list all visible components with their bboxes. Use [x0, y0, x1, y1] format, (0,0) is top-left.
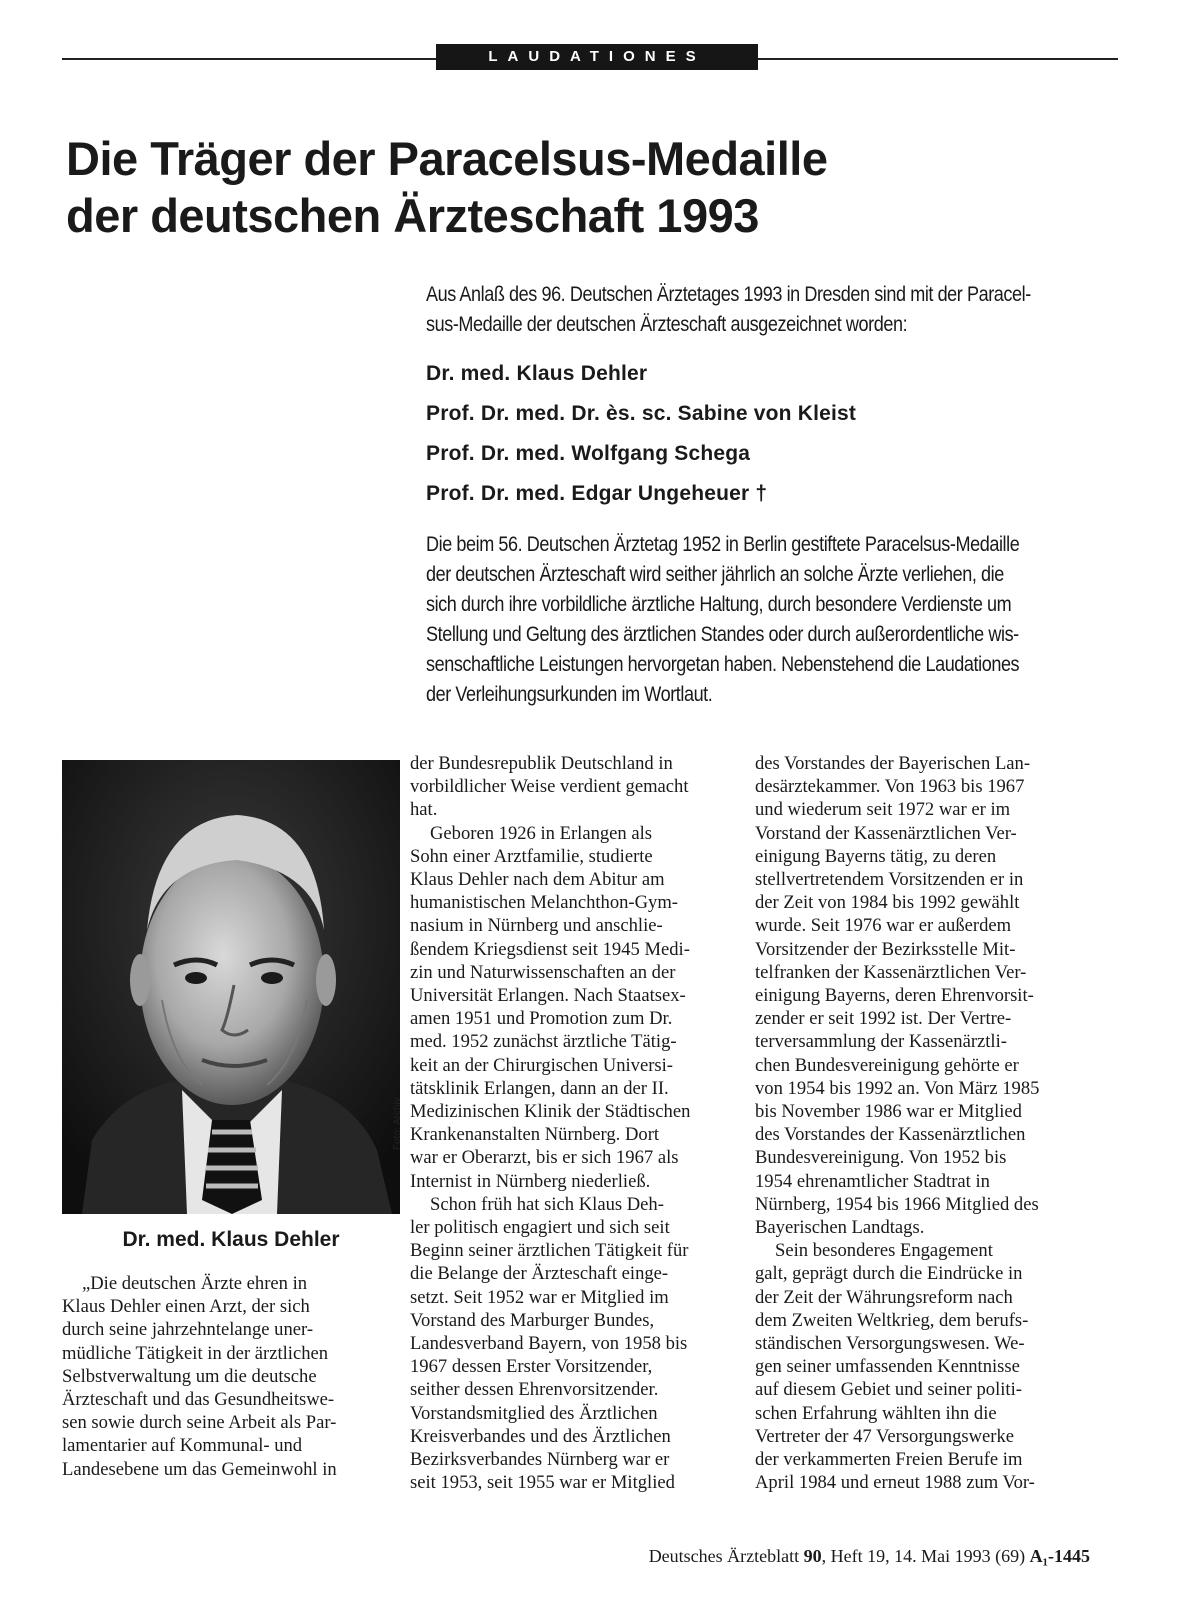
text-column-2: [410, 752, 740, 1495]
portrait-illustration: [62, 760, 400, 1214]
text-line: Sein besonderes Engagement: [775, 1240, 993, 1262]
text-line: amen 1951 und Promotion zum Dr.: [410, 1008, 673, 1030]
text-line: tätsklinik Erlangen, dann an der II.: [410, 1077, 669, 1099]
honoree-name: Prof. Dr. med. Wolfgang Schega: [426, 442, 751, 465]
text-line: Nürnberg, 1954 bis 1966 Mitglied des: [755, 1193, 1039, 1215]
text-line: einigung Bayerns, deren Ehrenvorsit-: [755, 985, 1034, 1007]
title-line-1: Die Träger der Paracelsus-Medaille: [66, 132, 828, 185]
text-line: dem Zweiten Weltkrieg, dem berufs-: [755, 1309, 1029, 1331]
lead-intro-line: Aus Anlaß des 96. Deutschen Ärztetages 1993 in Dresden sind mit der Paracel-: [426, 283, 1031, 306]
text-line: desärztekammer. Von 1963 bis 1967: [755, 776, 1025, 798]
text-line: die Belange der Ärzteschaft einge-: [410, 1263, 669, 1285]
lead-body-line: sich durch ihre vorbildliche ärztliche Haltung, durch besondere Verdienste um: [426, 593, 1012, 616]
lead-body: [426, 530, 1116, 710]
text-line: stellvertretendem Vorsitzenden er in: [755, 869, 1024, 891]
text-line: ler politisch engagiert und sich seit: [410, 1217, 670, 1239]
lead-body-line: Stellung und Geltung des ärztlichen Standes oder durch außerordentliche wis-: [426, 623, 1019, 646]
text-line: sen sowie durch seine Arbeit als Par-: [62, 1412, 337, 1434]
journal-name: Deutsches Ärzteblatt: [648, 1546, 800, 1566]
text-line: des Vorstandes der Bayerischen Lan-: [755, 753, 1031, 774]
lead-body-line: der Verleihungsurkunden im Wortlaut.: [426, 683, 713, 706]
text-line: April 1984 und erneut 1988 zum Vor-: [755, 1472, 1035, 1494]
text-line: Vorstand der Kassenärztlichen Ver-: [755, 822, 1017, 844]
text-line: med. 1952 zunächst ärztliche Tätig-: [410, 1031, 677, 1053]
text-line: vorbildlicher Weise verdient gemacht: [410, 776, 689, 798]
text-line: setzt. Seit 1952 war er Mitglied im: [410, 1286, 669, 1308]
text-line: Landesverband Bayern, von 1958 bis: [410, 1333, 688, 1355]
text-line: Klaus Dehler nach dem Abitur am: [410, 869, 665, 891]
text-line: Schon früh hat sich Klaus Deh-: [430, 1193, 664, 1215]
text-line: Ärzteschaft und das Gesundheitswe-: [62, 1389, 335, 1411]
text-line: Internist in Nürnberg niederließ.: [410, 1170, 651, 1192]
text-line: galt, geprägt durch die Eindrücke in: [755, 1263, 1023, 1285]
text-line: Medizinischen Klinik der Städtischen: [410, 1101, 691, 1123]
text-line: Klaus Dehler einen Arzt, der sich: [62, 1296, 310, 1318]
lead-body-line: der deutschen Ärzteschaft wird seither jährlich an solche Ärzte verliehen, die: [426, 563, 1004, 586]
text-line: müdliche Tätigkeit in der ärztlichen: [62, 1342, 329, 1364]
page-footer: [590, 1546, 1090, 1567]
text-line: wurde. Seit 1976 war er außerdem: [755, 915, 1012, 937]
text-line: Sohn einer Arztfamilie, studierte: [410, 845, 653, 867]
text-line: 1967 dessen Erster Vorsitzender,: [410, 1356, 653, 1378]
text-line: auf diesem Gebiet und seiner politi-: [755, 1379, 1022, 1401]
page-title: [66, 130, 1106, 244]
journal-volume: 90: [803, 1546, 822, 1566]
text-line: seit 1953, seit 1955 war er Mitglied: [410, 1472, 675, 1494]
text-line: der Zeit der Währungsreform nach: [755, 1286, 1013, 1308]
page-number: A₁-1445: [1029, 1546, 1090, 1566]
text-line: Landesebene um das Gemeinwohl in: [62, 1458, 337, 1480]
lead-body-line: senschaftliche Leistungen hervorgetan haben. Nebenstehend die Laudationes: [426, 653, 1020, 676]
text-line: humanistischen Melanchthon-Gym-: [410, 892, 679, 914]
text-line: gen seiner umfassenden Kenntnisse: [755, 1356, 1020, 1378]
lead-section: [426, 280, 1116, 710]
text-column-3: [755, 752, 1077, 1495]
honoree-name: Prof. Dr. med. Dr. ès. sc. Sabine von Kleist: [426, 402, 857, 425]
text-line: zin und Naturwissenschaften an der: [410, 961, 676, 983]
text-line: Vorstand des Marburger Bundes,: [410, 1309, 655, 1331]
text-line: terversammlung der Kassenärztli-: [755, 1031, 1007, 1053]
text-line: durch seine jahrzehntelange uner-: [62, 1319, 314, 1341]
section-label: LAUDATIONES: [436, 44, 758, 70]
text-line: „Die deutschen Ärzte ehren in: [82, 1273, 308, 1294]
text-line: ßendem Kriegsdienst seit 1945 Medi-: [410, 938, 690, 960]
text-line: telfranken der Kassenärztlichen Ver-: [755, 961, 1027, 983]
honoree-name: Prof. Dr. med. Edgar Ungeheuer †: [426, 482, 768, 505]
article-subheading: Dr. med. Klaus Dehler: [122, 1228, 340, 1251]
text-line: Bayerischen Landtags.: [755, 1217, 925, 1239]
text-line: bis November 1986 war er Mitglied: [755, 1101, 1022, 1123]
text-line: schen Erfahrung wählten ihn die: [755, 1402, 997, 1424]
portrait-photo: [62, 760, 400, 1214]
text-line: Universität Erlangen. Nach Staatsex-: [410, 985, 686, 1007]
text-line: hat.: [410, 799, 438, 821]
text-line: und wiederum seit 1972 war er im: [755, 799, 1011, 821]
text-line: Bezirksverbandes Nürnberg war er: [410, 1449, 670, 1471]
text-column-1: [62, 1272, 400, 1481]
text-line: chen Bundesvereinigung gehörte er: [755, 1054, 1019, 1076]
text-line: 1954 ehrenamtlicher Stadtrat in: [755, 1170, 990, 1192]
text-line: Vertreter der 47 Versorgungswerke: [755, 1425, 1015, 1447]
text-line: Geboren 1926 in Erlangen als: [430, 822, 653, 844]
text-line: der Zeit von 1984 bis 1992 gewählt: [755, 892, 1020, 914]
text-line: des Vorstandes der Kassenärztlichen: [755, 1124, 1026, 1146]
lead-body-line: Die beim 56. Deutschen Ärztetag 1952 in Berlin gestiftete Paracelsus-Medaille: [426, 533, 1020, 556]
text-line: Kreisverbandes und des Ärztlichen: [410, 1425, 671, 1447]
text-line: Selbstverwaltung um die deutsche: [62, 1365, 317, 1387]
text-line: der Bundesrepublik Deutschland in: [410, 753, 673, 774]
text-line: nasium in Nürnberg und anschlie-: [410, 915, 663, 937]
text-line: von 1954 bis 1992 an. Von März 1985: [755, 1077, 1040, 1099]
honoree-list: [426, 354, 1116, 514]
text-line: seither dessen Ehrenvorsitzender.: [410, 1379, 659, 1401]
text-line: keit an der Chirurgischen Universi-: [410, 1054, 673, 1076]
text-line: war er Oberarzt, bis er sich 1967 als: [410, 1147, 679, 1169]
text-line: Beginn seiner ärztlichen Tätigkeit für: [410, 1240, 689, 1262]
text-line: Krankenanstalten Nürnberg. Dort: [410, 1124, 660, 1146]
photo-credit: Foto: Archiv: [392, 1097, 403, 1150]
text-line: der verkammerten Freien Berufe im: [755, 1449, 1023, 1471]
lead-intro: [426, 280, 1116, 340]
text-line: lamentarier auf Kommunal- und: [62, 1435, 303, 1457]
text-line: Bundesvereinigung. Von 1952 bis: [755, 1147, 1007, 1169]
text-line: zender er seit 1992 ist. Der Vertre-: [755, 1008, 1012, 1030]
title-line-2: der deutschen Ärzteschaft 1993: [66, 189, 759, 242]
text-line: Vorsitzender der Bezirksstelle Mit-: [755, 938, 1016, 960]
text-line: ständischen Versorgungswesen. We-: [755, 1333, 1025, 1355]
text-line: Vorstandsmitglied des Ärztlichen: [410, 1402, 658, 1424]
text-line: einigung Bayerns tätig, zu deren: [755, 845, 997, 867]
lead-intro-line: sus-Medaille der deutschen Ärzteschaft ausgezeichnet worden:: [426, 313, 908, 336]
honoree-name: Dr. med. Klaus Dehler: [426, 362, 648, 385]
issue-info: , Heft 19, 14. Mai 1993 (69): [821, 1546, 1026, 1566]
